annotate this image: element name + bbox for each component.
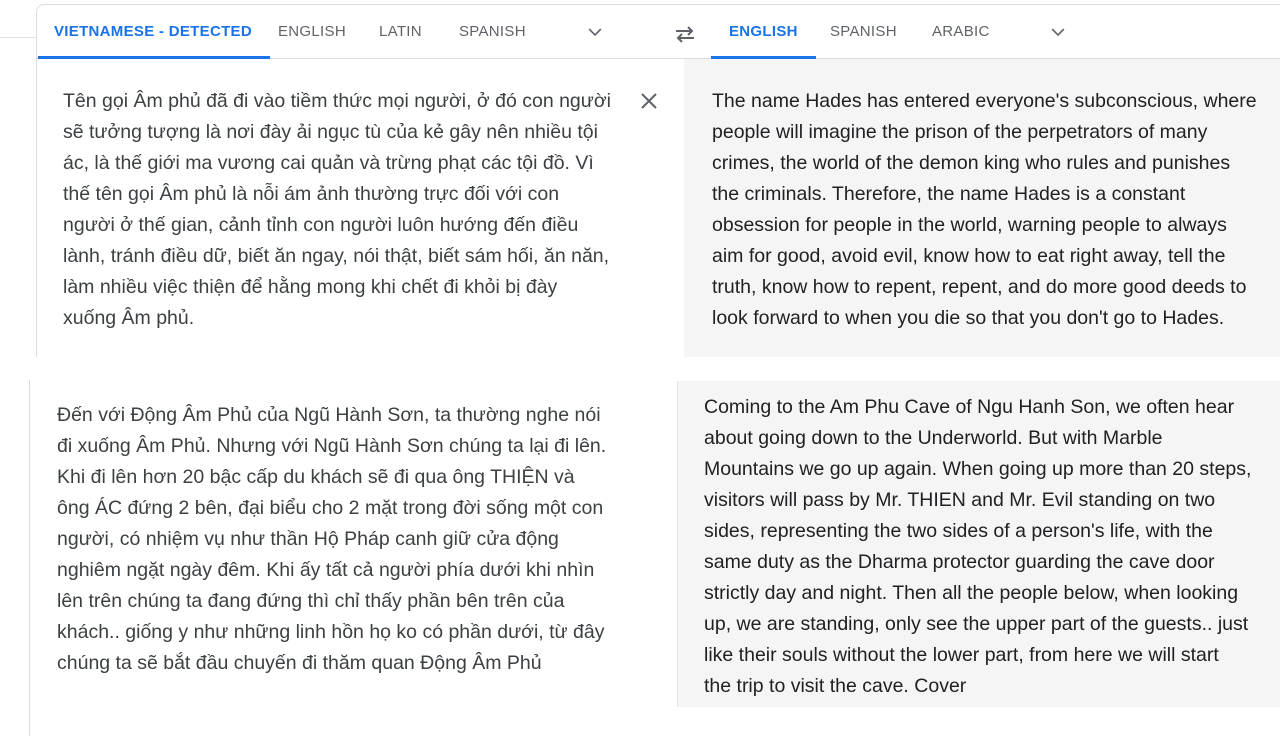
tab-source-spanish[interactable]: SPANISH — [459, 23, 526, 40]
tab-source-detected[interactable]: VIETNAMESE - DETECTED — [54, 5, 252, 58]
translation-pane — [684, 59, 1280, 357]
tab-target-english[interactable]: ENGLISH — [729, 5, 798, 58]
bottom-source-text[interactable]: Đến với Động Âm Phủ của Ngũ Hành Sơn, ta thường nghe nói đi xuống Âm Phủ. Nhưng với Ngũ Hành Sơn chúng ta lại đi lên. Khi đi lên hơn 20 bậc cấp du khách sẽ đi qua ông THIỆN và ông ÁC đứng 2 bên, đại biểu cho 2 mặt trong đời sống một con người, có nhiệm vụ như thần Hộ Pháp canh giữ cửa động nghiêm ngặt ngày đêm. Khi ấy tất cả người phía dưới khi nhìn lên trên chúng ta đang đứng thì chỉ thấy phần bên trên của khách.. giống y như những linh hồn họ ko có phần dưới, từ đây chúng ta sẽ bắt đầu chuyến đi thăm quan Động Âm Phủ — [57, 404, 607, 674]
source-text-pane[interactable] — [37, 59, 685, 357]
close-icon[interactable] — [637, 89, 661, 113]
swap-icon[interactable] — [673, 22, 697, 46]
tab-target-spanish[interactable]: SPANISH — [830, 23, 897, 40]
tab-source-english[interactable]: ENGLISH — [278, 23, 346, 40]
bottom-source-border — [29, 380, 30, 736]
language-bar — [37, 5, 1280, 59]
translation-text: The name Hades has entered everyone's subconscious, where people will imagine the prison of the perpetrators of many crimes, the world of the demon king who rules and punishes the criminals. Therefore, the name Hades is a constant obsession for people in the world, warning people to always aim for good, avoid evil, know how to eat right away, tell the truth, know how to repent, repent, and do more good deeds to look forward to when you die so that you don't go to Hades. — [712, 90, 1257, 329]
source-text[interactable]: Tên gọi Âm phủ đã đi vào tiềm thức mọi người, ở đó con người sẽ tưởng tượng là nơi đày ải ngục tù của kẻ gây nên nhiều tội ác, là thế giới ma vương cai quản và trừng phạt các tội đồ. Vì thế tên gọi Âm phủ là nỗi ám ảnh thường trực đối với con người ở thế gian, cảnh tỉnh con người luôn hướng đến điều lành, tránh điều dữ, biết ăn ngay, nói thật, biết sám hối, ăn năn, làm nhiều việc thiện để hằng mong khi chết đi khỏi bị đày xuống Âm phủ. — [63, 90, 611, 329]
page-divider — [0, 37, 36, 38]
chevron-down-icon[interactable] — [585, 22, 605, 42]
tab-target-arabic[interactable]: ARABIC — [932, 23, 990, 40]
tab-source-latin[interactable]: LATIN — [379, 23, 422, 40]
bottom-translation-text: Coming to the Am Phu Cave of Ngu Hanh Son, we often hear about going down to the Underworld. But with Marble Mountains we go up again. When going up more than 20 steps, visitors will pass by Mr. THIEN and Mr. Evil standing on two sides, representing the two sides of a person's life, with the same duty as the Dharma protector guarding the cave door strictly day and night. Then all the people below, when looking up, we are standing, only see the upper part of the guests.. just like their souls without the lower part, from here we will start the trip to visit the cave. Cover — [704, 396, 1252, 697]
bottom-translation-pane — [677, 381, 1280, 707]
chevron-down-icon[interactable] — [1048, 22, 1068, 42]
translator-card — [36, 4, 1280, 357]
